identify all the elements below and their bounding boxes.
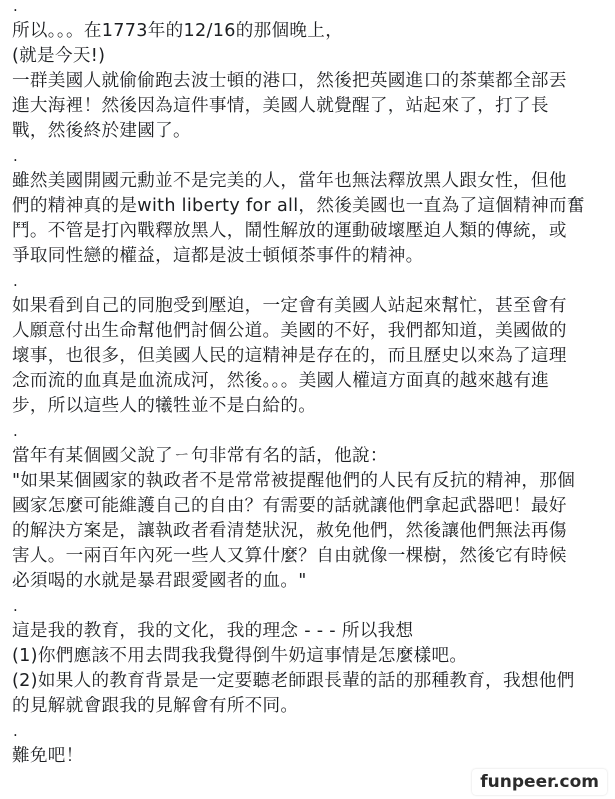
post-body [12, 0, 608, 769]
quote-line: 害人。一兩百年內死一些人又算什麼？自由就像一棵樹，然後它有時候 [12, 546, 567, 566]
quote-line: 的解決方案是，讓執政者看清楚狀況，赦免他們，然後讓他們無法再傷 [12, 521, 567, 541]
post-line: (1)你們應該不用去問我我覺得倒牛奶這事情是怎麼樣吧。 [12, 646, 468, 666]
post-line: 鬥。不管是打內戰釋放黑人，鬧性解放的運動破壞壓迫人類的傳統，或 [12, 221, 567, 241]
post-line: (2)如果人的教育背景是一定要聽老師跟長輩的話的那種教育，我想他們 [12, 671, 575, 691]
separator-dot: . [13, 597, 19, 615]
separator-dot: . [13, 272, 19, 290]
quote-line: "如果某個國家的執政者不是常常被提醒他們的人民有反抗的精神，那個 [12, 471, 576, 491]
post-line: 難免吧！ [12, 746, 84, 766]
post-line: 壞事，也很多，但美國人民的這精神是存在的，而且歷史以來為了這理 [12, 346, 567, 366]
post-line: 爭取同性戀的權益，這都是波士頓傾茶事件的精神。 [12, 246, 424, 266]
quote-line: 國家怎麼可能維護自己的自由？有需要的話就讓他們拿起武器吧！最好 [12, 496, 567, 516]
post-line: 一群美國人就偷偷跑去波士頓的港口，然後把英國進口的茶葉都全部丟 [12, 71, 567, 91]
post-line: 戰，然後終於建國了。 [12, 121, 191, 141]
watermark: funpeer.com [472, 769, 607, 795]
separator-dot: . [13, 0, 19, 15]
separator-dot: . [13, 722, 19, 740]
post-line: 這是我的教育，我的文化，我的理念 - - - 所以我想 [12, 621, 414, 641]
post-line: 們的精神真的是with liberty for all，然後美國也一直為了這個精神而奮 [12, 196, 585, 216]
post-line: 如果看到自己的同胞受到壓迫，一定會有美國人站起來幫忙，甚至會有 [12, 296, 567, 316]
post-line: (就是今天!) [12, 46, 106, 66]
quote-line: 必須喝的水就是暴君跟愛國者的血。" [12, 571, 307, 591]
post-line: 進大海裡！然後因為這件事情，美國人就覺醒了，站起來了，打了長 [12, 96, 549, 116]
post-line: 步，所以這些人的犧牲並不是白給的。 [12, 396, 317, 416]
post-line: 念而流的血真是血流成河，然後。。。美國人權這方面真的越來越有進 [12, 371, 550, 391]
post-line: 所以。。。在1773年的12/16的那個晚上， [12, 21, 344, 41]
post-line: 人願意付出生命幫他們討個公道。美國的不好，我們都知道，美國做的 [12, 321, 567, 341]
post-line: 當年有某個國父說了ㄧ句非常有名的話，他說： [12, 446, 388, 466]
separator-dot: . [13, 422, 19, 440]
post-line: 雖然美國開國元勳並不是完美的人，當年也無法釋放黑人跟女性，但他 [12, 171, 567, 191]
separator-dot: . [13, 147, 19, 165]
post-line: 的見解就會跟我的見解會有所不同。 [12, 696, 299, 716]
